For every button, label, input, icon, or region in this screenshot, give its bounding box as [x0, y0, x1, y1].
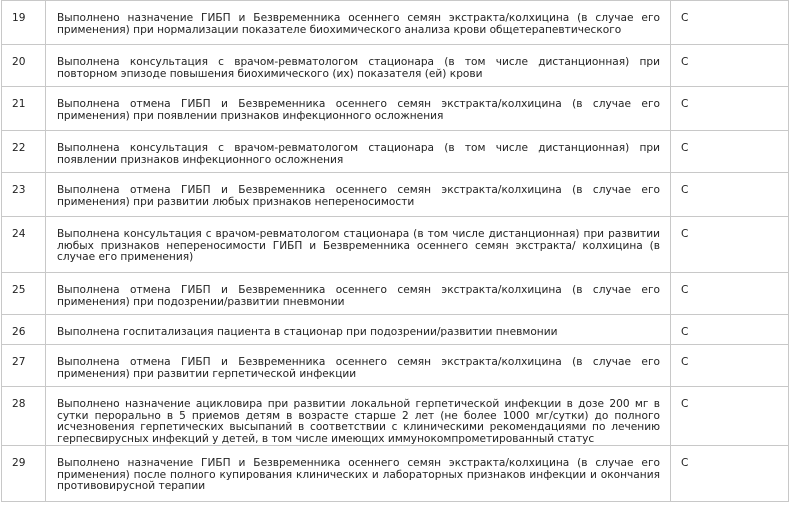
evidence-level: С [681, 184, 689, 196]
criterion-text: Выполнена консультация с врачом-ревматологом стационара (в том числе дистанционная) при появлении признаков инфекционного осложнения [57, 142, 660, 166]
table-row [2, 315, 789, 345]
row-number: 23 [12, 184, 26, 196]
row-number: 25 [12, 284, 26, 296]
criterion-text: Выполнено назначение ацикловира при развитии локальной герпетической инфекции в дозе 200 мг в сутки перорально в 5 приемов детям в возрасте старше 2 лет (не более 1000 мг/сутки) до полного исчезновения герпетических высыпаний в соответствии с клиническими рекомендациями по лечению герпесвирусных инфекций у детей, в том числе имеющих иммунокомпрометированный статус [57, 398, 660, 445]
evidence-level: С [681, 56, 689, 68]
evidence-level: С [681, 228, 689, 240]
criteria-table-body [2, 1, 789, 502]
row-number: 28 [12, 398, 26, 410]
row-number: 26 [12, 326, 26, 338]
row-number: 27 [12, 356, 26, 368]
evidence-level: С [681, 284, 689, 296]
criterion-text: Выполнено назначение ГИБП и Безвременника осеннего семян экстракта/колхицина (в случае его применения) после полного купирования клинических и лабораторных признаков инфекции и окончания противовирусной терапии [57, 457, 660, 492]
table-row [2, 87, 789, 131]
row-number: 20 [12, 56, 26, 68]
table-row [2, 446, 789, 502]
evidence-level: С [681, 356, 689, 368]
criteria-table [1, 0, 789, 502]
criterion-text: Выполнена госпитализация пациента в стационар при подозрении/развитии пневмонии [57, 326, 558, 338]
table-row [2, 387, 789, 446]
table-row [2, 131, 789, 173]
table-row [2, 45, 789, 87]
row-number: 29 [12, 457, 26, 469]
criterion-text: Выполнена отмена ГИБП и Безвременника осеннего семян экстракта/колхицина (в случае его применения) при развитии любых признаков непереносимости [57, 184, 660, 208]
row-number: 21 [12, 98, 26, 110]
evidence-level: С [681, 98, 689, 110]
criterion-text: Выполнена отмена ГИБП и Безвременника осеннего семян экстракта/колхицина (в случае его применения) при появлении признаков инфекционного осложнения [57, 98, 660, 122]
row-number: 19 [12, 12, 26, 24]
criterion-text: Выполнено назначение ГИБП и Безвременника осеннего семян экстракта/колхицина (в случае его применения) при нормализации показателе биохимического анализа крови общетерапевтического [57, 12, 660, 36]
evidence-level: С [681, 142, 689, 154]
criterion-text: Выполнена отмена ГИБП и Безвременника осеннего семян экстракта/колхицина (в случае его применения) при развитии герпетической инфекции [57, 356, 660, 380]
table-row [2, 345, 789, 387]
criterion-text: Выполнена отмена ГИБП и Безвременника осеннего семян экстракта/колхицина (в случае его применения) при подозрении/развитии пневмонии [57, 284, 660, 308]
evidence-level: С [681, 326, 689, 338]
criterion-text: Выполнена консультация с врачом-ревматологом стационара (в том числе дистанционная) при повторном эпизоде повышения биохимического (их) показателя (ей) крови [57, 56, 660, 80]
row-number: 24 [12, 228, 26, 240]
table-row [2, 1, 789, 45]
evidence-level: С [681, 12, 689, 24]
row-number: 22 [12, 142, 26, 154]
criterion-text: Выполнена консультация с врачом-ревматологом стационара (в том числе дистанционная) при развитии любых признаков непереносимости ГИБП и Безвременника осеннего семян экстракта/ колхицина (в случае его применения) [57, 228, 660, 263]
evidence-level: С [681, 398, 689, 410]
evidence-level: С [681, 457, 689, 469]
table-row [2, 217, 789, 273]
table-row [2, 173, 789, 217]
table-row [2, 273, 789, 315]
